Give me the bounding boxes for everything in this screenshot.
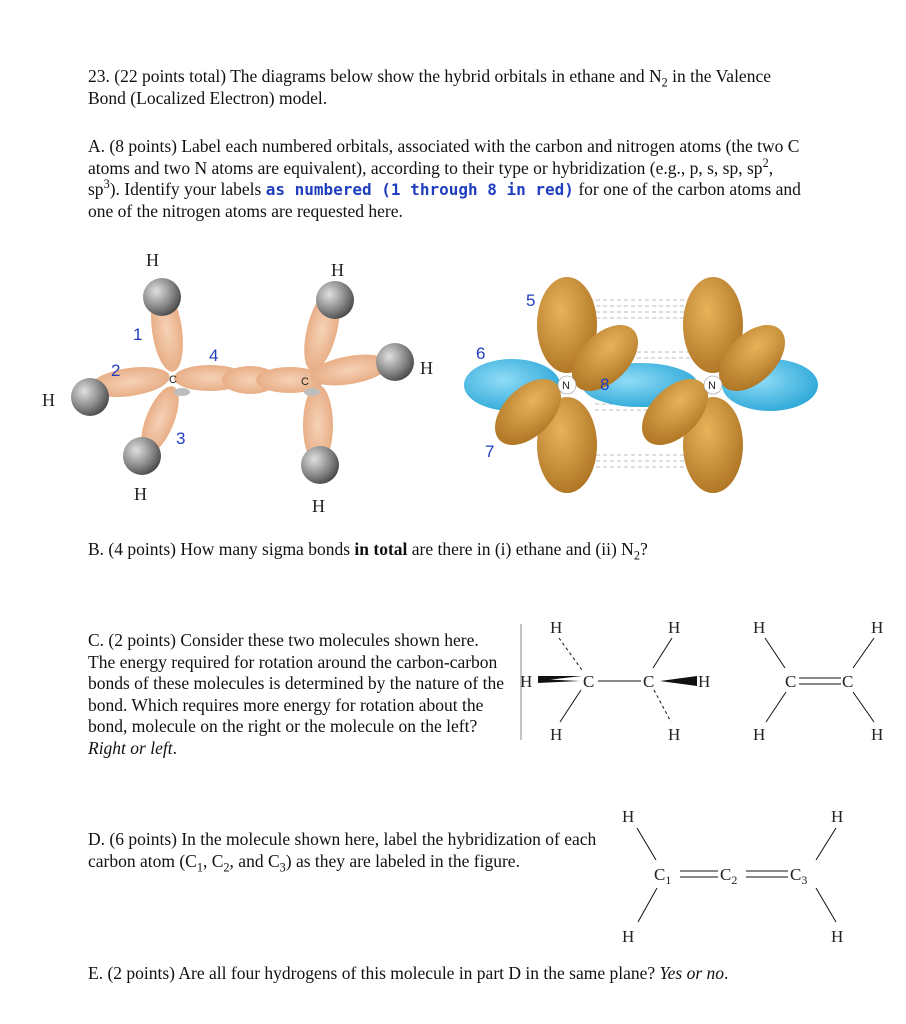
part-d-allene [622, 807, 843, 946]
question-d: D. (6 points) In the molecule shown here, label the hybridization of each carbon atom ($C_1$, $C_2$, and $C_3$) as they are labeled in the figure. [88, 829, 597, 874]
h-label: H [622, 927, 635, 946]
question-23-intro: 23. (22 points total) The diagrams below show the hybrid orbitals in ethane and $N_2$ in the Valence Bond (Localized Electron) model. [88, 66, 771, 108]
carbon-c2: $C_2$ [720, 865, 738, 887]
hydrogen-atom [123, 437, 161, 475]
orbital-number-6: 6 [476, 344, 486, 363]
highlight-text: as numbered (1 through 8 in red) [265, 180, 574, 199]
hydrogen-atom [316, 281, 354, 319]
h-label: H [550, 618, 563, 637]
question-b: B. (4 points) How many sigma bonds in total are there in (i) ethane and (ii) $N_2$? [88, 539, 648, 563]
h-label: H [331, 260, 344, 280]
h-label: H [831, 807, 844, 826]
hydrogen-atom [71, 378, 109, 416]
c-label: C [643, 672, 655, 691]
n2-diagram [464, 277, 818, 493]
carbon-c1: $C_1$ [654, 865, 672, 887]
h-label: H [520, 672, 533, 691]
carbon-c3: $C_3$ [790, 865, 808, 887]
carbon-label: C [169, 374, 177, 386]
orbital-lobe [174, 388, 190, 396]
h-label: H [871, 618, 884, 637]
h-label: H [146, 250, 159, 270]
h-label: H [420, 358, 433, 378]
carbon-label: C [301, 376, 309, 388]
orbital-lobe [304, 388, 320, 396]
hydrogen-atom [301, 446, 339, 484]
h-label: H [753, 618, 766, 637]
h-label: H [698, 672, 711, 691]
question-c: C. (2 points) Consider these two molecules shown here. The energy required for rotation around the carbon-carbon bonds of these molecules is determined by the nature of the bond. Which requires more energy for rotation about the bond, molecule on the right or the molecule on the left? Right or left. [88, 630, 504, 758]
question-e: E. (2 points) Are all four hydrogens of this molecule in part D in the same plane? Yes or no. [88, 963, 729, 983]
orbital-number-1: 1 [133, 325, 143, 344]
ethane-diagram [42, 250, 433, 516]
hydrogen-atom [376, 343, 414, 381]
h-label: H [668, 618, 681, 637]
h-label: H [622, 807, 635, 826]
nitrogen-label: N [708, 380, 716, 392]
orbital-number-4: 4 [209, 346, 219, 365]
c-label: C [583, 672, 595, 691]
h-label: H [550, 725, 563, 744]
orbital-number-7: 7 [485, 442, 495, 461]
h-label: H [42, 390, 55, 410]
h-label: H [871, 725, 884, 744]
h-label: H [668, 725, 681, 744]
h-label: H [312, 496, 325, 516]
h-label: H [831, 927, 844, 946]
orbital-number-2: 2 [111, 361, 121, 380]
h-label: H [134, 484, 147, 504]
hydrogen-atom [143, 278, 181, 316]
orbital-number-8: 8 [600, 375, 610, 394]
c-label: C [842, 672, 854, 691]
h-label: H [753, 725, 766, 744]
part-c-molecules [520, 618, 883, 744]
question-a: A. (8 points) Label each numbered orbitals, associated with the carbon and nitrogen atoms (the two C atoms and two N atoms are equivalent), according to their type or hybridization (e.g., p, s, sp, $sp^2$, $sp^3$). Identify your labels as numbered (1 through 8 in red) for one of the carbon atoms and one of the nitrogen atoms are requested here. [88, 136, 801, 221]
orbital-number-5: 5 [526, 291, 536, 310]
c-label: C [785, 672, 797, 691]
nitrogen-label: N [562, 380, 570, 392]
orbital-number-3: 3 [176, 429, 186, 448]
